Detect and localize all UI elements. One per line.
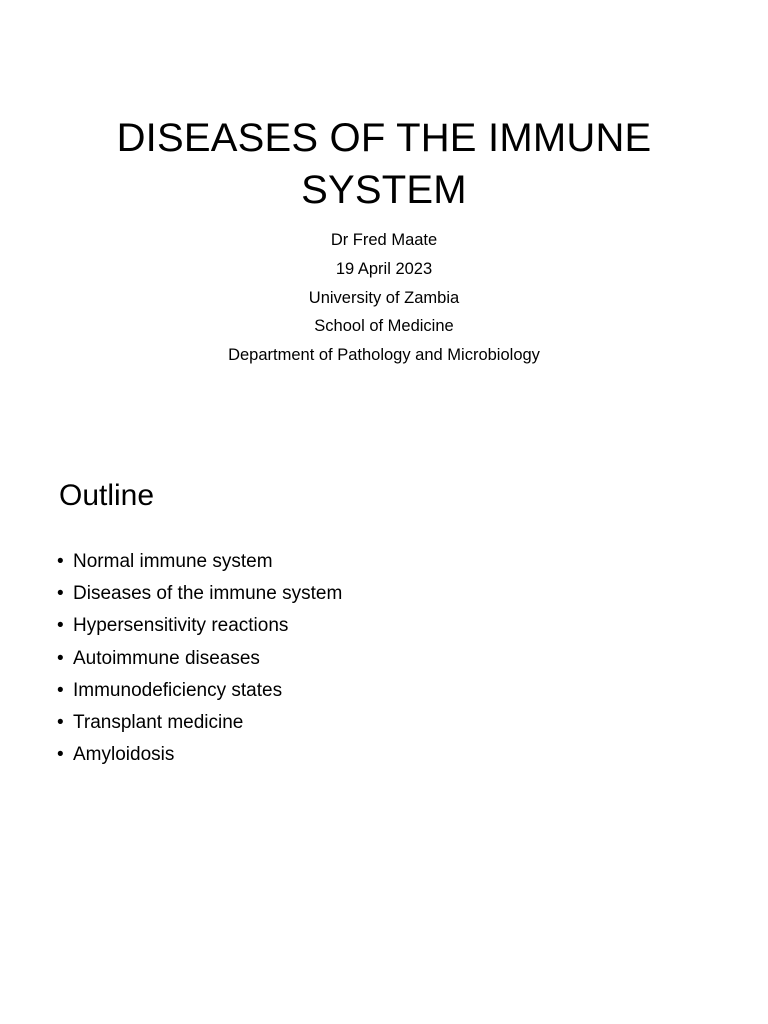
list-item-text: Amyloidosis bbox=[73, 744, 175, 766]
list-item bbox=[57, 546, 342, 578]
school-name: School of Medicine bbox=[314, 317, 454, 336]
bullet-icon: • bbox=[57, 551, 64, 572]
bullet-icon: • bbox=[57, 712, 64, 734]
department-name: Department of Pathology and Microbiology bbox=[228, 346, 540, 365]
list-item bbox=[57, 578, 342, 610]
list-item-text: Diseases of the immune system bbox=[73, 583, 343, 605]
list-item bbox=[57, 739, 342, 771]
outline-slide bbox=[0, 460, 768, 880]
list-item bbox=[57, 610, 342, 642]
list-item-text: Transplant medicine bbox=[73, 712, 244, 734]
author-name: Dr Fred Maate bbox=[330, 231, 438, 249]
bullet-icon: • bbox=[57, 744, 64, 766]
bullet-icon: • bbox=[57, 615, 64, 637]
university-name: University of Zambia bbox=[308, 288, 460, 307]
list-item-text: Hypersensitivity reactions bbox=[73, 615, 289, 637]
slide-title: DISEASES OF THE IMMUNE SYSTEM bbox=[116, 116, 652, 212]
outline-heading: Outline bbox=[59, 479, 155, 512]
presentation-date: 19 April 2023 bbox=[335, 259, 433, 278]
bullet-icon: • bbox=[57, 647, 64, 669]
subtitle-block bbox=[60, 226, 708, 370]
list-item bbox=[57, 707, 342, 739]
list-item-text: Normal immune system bbox=[73, 551, 273, 572]
outline-list bbox=[57, 546, 342, 771]
bullet-icon: • bbox=[57, 583, 64, 605]
bullet-icon: • bbox=[57, 679, 64, 701]
list-item-text: Autoimmune diseases bbox=[73, 647, 260, 669]
list-item bbox=[57, 643, 342, 675]
list-item-text: Immunodeficiency states bbox=[73, 679, 283, 701]
title-slide bbox=[0, 0, 768, 430]
list-item bbox=[57, 675, 342, 707]
